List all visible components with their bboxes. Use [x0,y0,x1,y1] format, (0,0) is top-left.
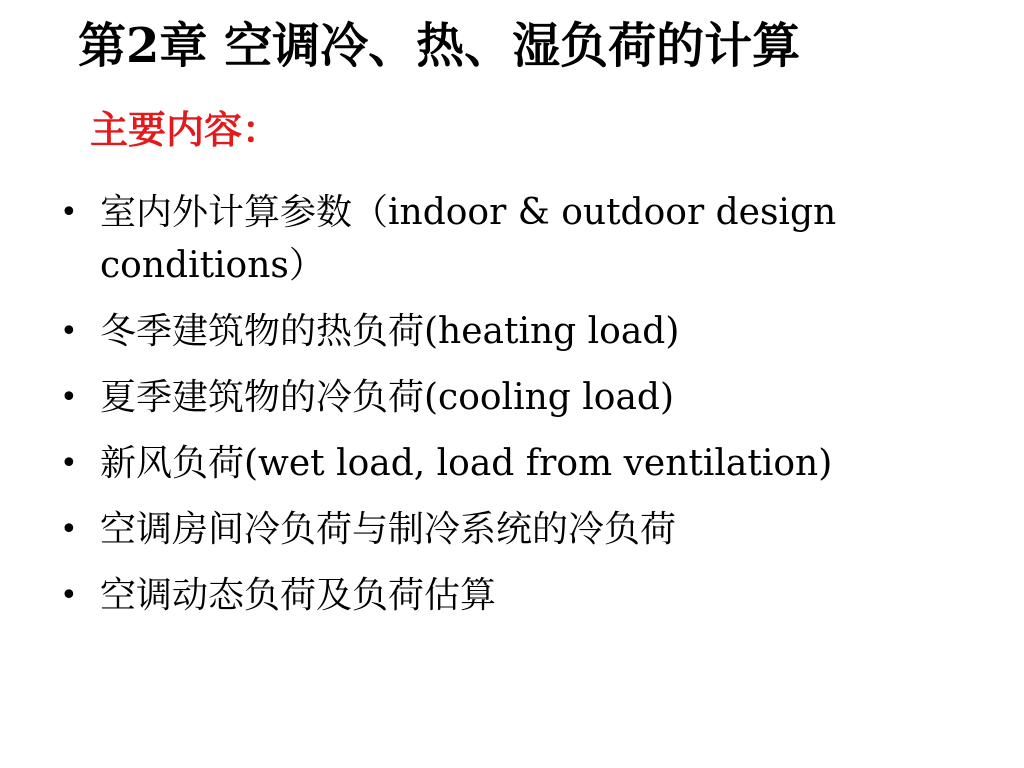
bullet-item [60,186,960,292]
bullet-text: 空调房间冷负荷与制冷系统的冷负荷 [100,509,677,550]
bullet-text: 夏季建筑物的冷负荷(cooling load) [100,377,674,418]
bullet-list [60,186,960,635]
bullet-text: 室内外计算参数（indoor & outdoor design conditions） [100,192,837,286]
slide-title: 第2章 空调冷、热、湿负荷的计算 [78,18,801,74]
bullet-dot-icon: • [60,314,78,349]
bullet-text: 新风负荷(wet load, load from ventilation) [100,443,833,484]
bullet-text: 空调动态负荷及负荷估算 [100,575,497,616]
bullet-dot-icon: • [60,195,78,230]
bullet-dot-icon: • [60,380,78,415]
bullet-dot-icon: • [60,512,78,547]
bullet-item [60,305,960,358]
bullet-dot-icon: • [60,446,78,481]
bullet-text: 冬季建筑物的热负荷(heating load) [100,311,680,352]
bullet-item [60,371,960,424]
bullet-dot-icon: • [60,578,78,613]
slide-subtitle: 主要内容： [90,107,281,152]
bullet-item [60,437,960,490]
bullet-item [60,569,960,622]
bullet-item [60,503,960,556]
